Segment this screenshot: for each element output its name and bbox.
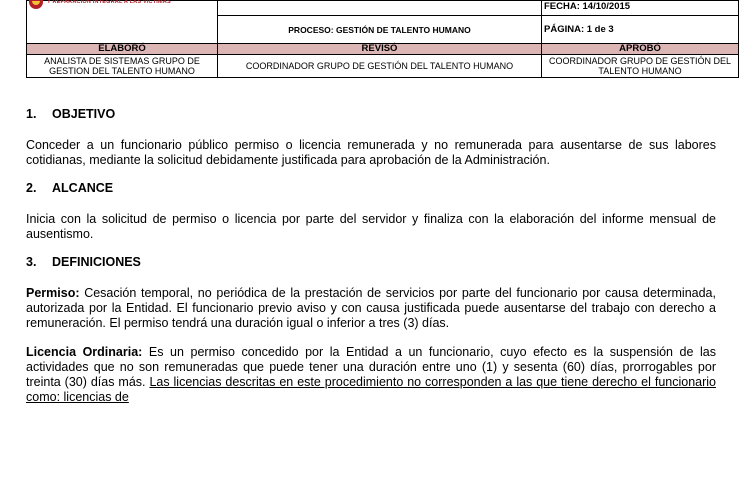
signature-role-row <box>27 55 739 78</box>
elaboro-role: ANALISTA DE SISTEMAS GRUPO DE GESTION DEL TALENTO HUMANO <box>27 55 218 78</box>
section-heading-definiciones <box>26 252 716 272</box>
definition-licencia-ordinaria <box>26 345 716 405</box>
entity-logo <box>29 0 215 9</box>
reviso-role: COORDINADOR GRUPO DE GESTIÓN DEL TALENTO HUMANO <box>218 55 542 78</box>
aprobo-role: COORDINADOR GRUPO DE GESTIÓN DEL TALENTO HUMANO <box>542 55 739 78</box>
signature-header-row <box>27 44 739 55</box>
definition-permiso <box>26 286 716 331</box>
pagina-text: PÁGINA: 1 de 3 <box>544 24 614 36</box>
logo-text: Y REPARACION INTEGRAL A LAS VICTIMAS <box>47 0 171 5</box>
proceso-cell <box>218 16 542 44</box>
definition-underlined-text: Las licencias descritas en este procedimiento no corresponden a las que tiene derecho el funcionario como: licencias de <box>26 375 716 404</box>
section-heading-alcance <box>26 178 716 198</box>
logo-cell <box>27 1 218 44</box>
aprobo-header: APROBÓ <box>542 44 739 55</box>
proceso-text: PROCESO: GESTIÓN DE TALENTO HUMANO <box>288 24 471 35</box>
section-title: DEFINICIONES <box>52 255 141 269</box>
fecha-text: FECHA: 14/10/2015 <box>544 1 631 12</box>
definition-text: Es un permiso concedido por la Entidad a un funcionario, cuyo efecto es la suspensión de las actividades que no son remuneradas que puede tener una duración entre uno (1) y sesenta (60) días, prorrogables por treinta (30) días más. <box>26 345 717 389</box>
section-title: ALCANCE <box>52 181 114 195</box>
reviso-header: REVISÓ <box>218 44 542 55</box>
definition-term: Licencia Ordinaria: <box>26 345 143 359</box>
fecha-cell <box>542 1 739 16</box>
section-title: OBJETIVO <box>52 107 116 121</box>
logo-icon <box>29 0 43 9</box>
section-number: 3. <box>26 255 37 269</box>
alcance-paragraph: Inicia con la solicitud de permiso o licencia por parte del servidor y finaliza con la elaboración del informe mensual de ausentismo. <box>26 212 716 241</box>
pagina-cell <box>542 16 739 44</box>
section-number: 1. <box>26 107 37 121</box>
definition-text: Cesación temporal, no periódica de la prestación de servicios por parte del funcionario por causa determinada, autorizada por la Entidad. El funcionario previo aviso y con causa justificada puede ausentarse del trabajo con derecho a remuneración. El permiso tendrá una duración igual o inferior a tres (3) días. <box>26 286 716 330</box>
objetivo-paragraph: Conceder a un funcionario público permiso o licencia remunerada y no remunerada para ausentarse de sus labores cotidianas, mediante la solicitud debidamente justificada para aprobación de la Administración. <box>26 138 716 167</box>
document-header <box>26 0 739 78</box>
section-heading-objetivo <box>26 104 716 124</box>
definition-term: Permiso: <box>26 286 80 300</box>
elaboro-header: ELABORÓ <box>27 44 218 55</box>
header-blank-cell <box>218 1 542 16</box>
section-number: 2. <box>26 181 37 195</box>
document-body <box>26 104 716 405</box>
